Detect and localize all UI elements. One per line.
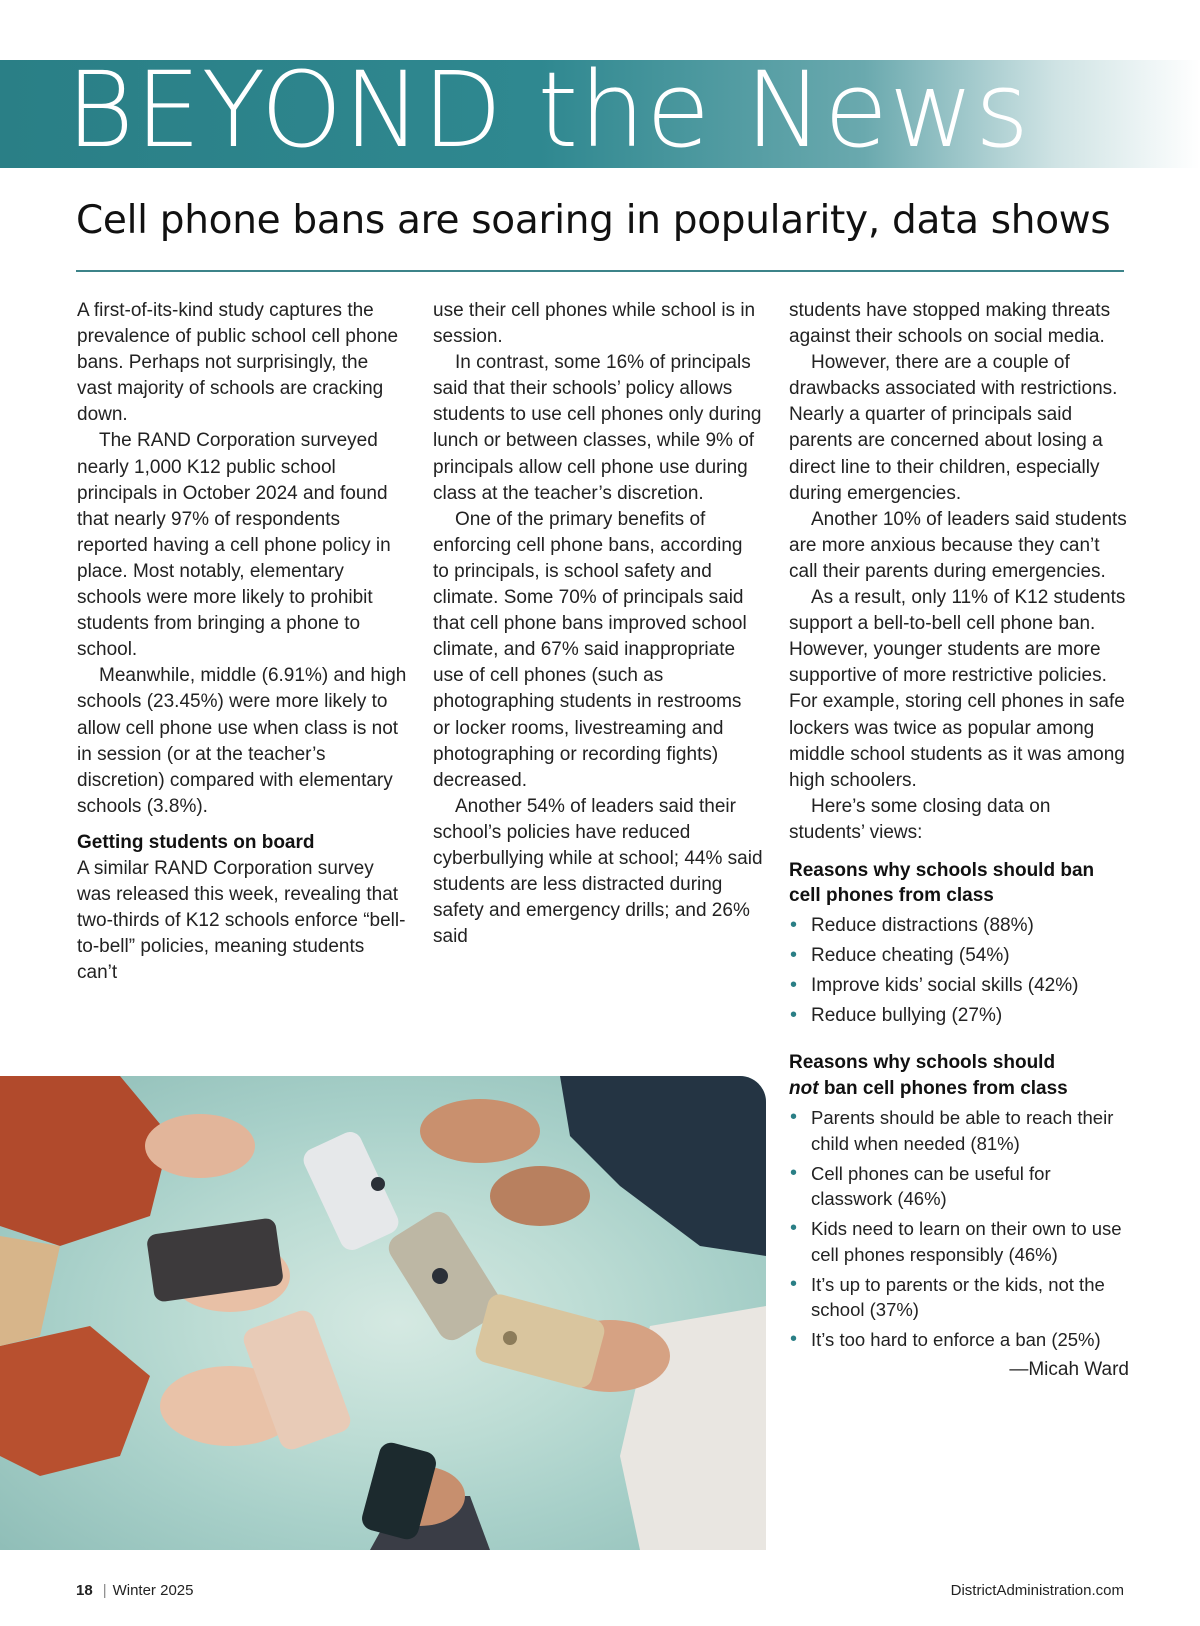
paragraph: Here’s some closing data on students’ views: [789,795,1051,843]
list-item: • Improve kids’ social skills (42%) [789,973,1129,999]
dark-jacket-sleeve [560,1076,766,1256]
orange-sleeve [0,1076,170,1246]
article-column-2 [433,298,763,950]
paragraph: As a result, only 11% of K12 students support a bell-to-bell cell phone ban. However, younger students are more supportive of more restrictive policies. For example, storing cell phones in safe lockers was twice as popular among middle school students as it was among high schoolers. [789,587,1126,791]
section-title: BEYOND the News [66,49,1031,171]
list-item: • It’s up to parents or the kids, not the school (37%) [789,1272,1129,1323]
hand [420,1099,540,1163]
hand [145,1114,255,1178]
paragraph: use their cell phones while school is in session. [433,300,756,348]
paragraph: Another 54% of leaders said their school’s policies have reduced cyberbullying while at school; 44% said students are less distracted during safety and emergency drills; and 26% said [433,795,763,948]
camera-lens [503,1331,517,1345]
paragraph: One of the primary benefits of enforcing cell phone bans, according to principals, is school safety and climate. Some 70% of principals said that cell phone bans improved school climate, and 67% said inappropriate use of cell phones (such as photographing students in restrooms or locker rooms, livestreaming and photographing or recording fights) decreased. [433,508,747,791]
section-subhead: Getting students on board [77,831,315,853]
site-url: DistrictAdministration.com [950,1582,1124,1599]
list-item: • Reduce distractions (88%) [789,913,1129,939]
paragraph: students have stopped making threats against their schools on social media. [789,300,1111,348]
camera-lens [371,1177,385,1191]
paragraph: However, there are a couple of drawbacks associated with restrictions. Nearly a quarter of principals said parents are concerned about losing a direct line to their children, especially during emergencies. [789,352,1118,504]
paragraph: A similar RAND Corporation survey was released this week, revealing that two-thirds of K12 schools enforce “bell-to-bell” policies, meaning students can’t [77,857,406,984]
hands-with-phones-illustration [0,1076,766,1550]
paragraph: Meanwhile, middle (6.91%) and high schools (23.45%) were more likely to allow cell phone use when class is not in session (or at the teacher’s discretion) compared with elementary schools (3.8%). [77,665,407,817]
paragraph: Another 10% of leaders said students are more anxious because they can’t call their parents during emergencies. [789,508,1127,582]
phone [300,1128,403,1254]
list-item: • Reduce bullying (27%) [789,1003,1129,1029]
list-item: • Reduce cheating (54%) [789,943,1129,969]
article-photo [0,1076,766,1550]
page-footer-left [76,1582,193,1599]
footer-separator: | [102,1582,107,1599]
issue-label: Winter 2025 [112,1582,194,1599]
reasons-for-ban-list [789,913,1129,1029]
article-column-1 [77,298,407,986]
page-number: 18 [76,1582,93,1599]
paragraph: A first-of-its-kind study captures the prevalence of public school cell phone bans. Perhaps not surprisingly, the vast majority of schools are cracking down. [77,300,399,426]
article-headline: Cell phone bans are soaring in popularity, data shows [76,198,1111,243]
hand [490,1166,590,1226]
paragraph: The RAND Corporation surveyed nearly 1,000 K12 public school principals in October 2024 and found that nearly 97% of respondents reported having a cell phone policy in place. Most notably, elementary schools were more likely to prohibit students from bringing a phone to school. [77,430,391,661]
headline-divider [76,270,1124,272]
list-heading-part: ban cell phones from class [818,1077,1068,1099]
list-heading-part: Reasons why schools should [789,1052,1056,1074]
list-item: • Parents should be able to reach their child when needed (81%) [789,1105,1129,1156]
list-item: • Kids need to learn on their own to use cell phones responsibly (46%) [789,1216,1129,1267]
orange-sleeve [0,1326,150,1476]
blonde-hair [0,1236,60,1346]
phone [473,1292,607,1391]
paragraph: In contrast, some 16% of principals said that their schools’ policy allows students to use cell phones only during lunch or between classes, while 9% of principals allow cell phone use during class at the teacher’s discretion. [433,352,762,504]
list-heading-emphasis: not [789,1077,819,1099]
list-item: • Cell phones can be useful for classwork (46%) [789,1161,1129,1212]
camera-lens [432,1268,448,1284]
author-signature: —Micah Ward [1009,1359,1129,1381]
reasons-against-ban-list [789,1105,1129,1353]
article-column-3 [789,298,1129,1384]
list-heading-con [789,1050,1129,1101]
list-item: • It’s too hard to enforce a ban (25%) [789,1327,1129,1353]
list-heading-pro: Reasons why schools should ban cell phones from class [789,859,1095,907]
